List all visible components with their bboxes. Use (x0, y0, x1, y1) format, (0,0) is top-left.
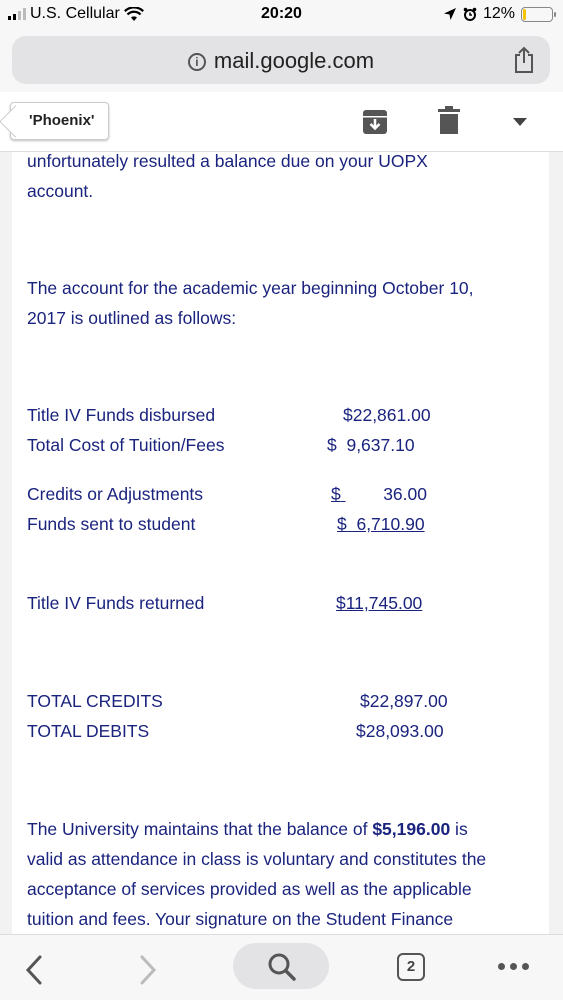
search-button[interactable] (233, 943, 329, 989)
chevron-down-icon[interactable] (513, 118, 527, 126)
archive-icon[interactable] (362, 109, 388, 135)
row-value-title-iv-returned: $11,745.00 (336, 593, 423, 613)
tabs-icon[interactable]: 2 (397, 953, 425, 981)
credits-dollar-sign: $ (331, 484, 341, 504)
url-display[interactable] (12, 48, 550, 74)
row-value-total-credits: $22,897.00 (360, 691, 448, 711)
gmail-toolbar (0, 92, 563, 152)
forward-icon[interactable] (138, 955, 158, 985)
status-right (443, 5, 553, 23)
carrier-name: U.S. Cellular (30, 5, 120, 22)
label-chip[interactable] (10, 102, 109, 140)
battery-icon (521, 7, 553, 22)
paragraph-1-line-1: unfortunately resulted a balance due on your UOPX (27, 152, 428, 171)
more-icon[interactable] (498, 963, 529, 970)
paragraph-1-line-2: account. (27, 181, 94, 201)
balance-amount: $5,196.00 (372, 819, 451, 839)
alarm-icon (463, 7, 477, 21)
row-label-credits-adjustments: Credits or Adjustments (27, 484, 204, 504)
label-chip-text: 'Phoenix' (29, 112, 95, 129)
paragraph-3-prefix: The University maintains that the balance of (27, 819, 373, 839)
row-label-total-credits: TOTAL CREDITS (27, 691, 163, 711)
row-label-title-iv-disbursed: Title IV Funds disbursed (27, 405, 216, 425)
paragraph-2 (27, 273, 474, 333)
search-icon (267, 952, 297, 982)
row-value-credits-adjustments (331, 484, 427, 505)
battery-level (523, 9, 526, 20)
paragraph-2-line-2: 2017 is outlined as follows: (27, 308, 237, 328)
address-bar[interactable] (12, 36, 550, 84)
paragraph-3-line-1 (27, 814, 486, 844)
paragraph-3-suffix: is (450, 819, 468, 839)
info-icon[interactable]: i (188, 53, 206, 71)
url-text: mail.google.com (213, 48, 375, 73)
location-icon (443, 7, 457, 21)
row-value-total-debits: $28,093.00 (356, 721, 444, 741)
paragraph-2-line-1: The account for the academic year beginning October 10, (27, 278, 474, 298)
browser-bottom-toolbar (0, 934, 563, 1000)
row-value-funds-sent: $ 6,710.90 (337, 514, 425, 534)
battery-percent: 12% (482, 5, 515, 22)
row-label-total-debits: TOTAL DEBITS (27, 721, 150, 741)
row-value-title-iv-disbursed: $22,861.00 (343, 405, 431, 425)
row-label-title-iv-returned: Title IV Funds returned (27, 593, 205, 613)
email-scroll-area[interactable] (0, 152, 563, 934)
email-body (12, 152, 549, 934)
row-value-total-cost: $ 9,637.10 (327, 435, 415, 455)
status-bar (0, 0, 563, 30)
paragraph-3-line-2: valid as attendance in class is voluntary and constitutes the (27, 849, 487, 869)
clock: 20:20 (261, 5, 302, 22)
paragraph-1 (27, 152, 428, 206)
trash-icon[interactable] (438, 105, 460, 135)
share-icon[interactable] (512, 46, 536, 74)
paragraph-3-line-3: acceptance of services provided as well as the applicable (27, 879, 472, 899)
paragraph-3-line-4: tuition and fees. Your signature on the Student Finance (27, 909, 454, 929)
back-icon[interactable] (24, 955, 44, 985)
row-label-total-cost: Total Cost of Tuition/Fees (27, 435, 225, 455)
paragraph-3 (27, 814, 486, 934)
credits-amount: 36.00 (383, 484, 427, 504)
browser-address-area (0, 30, 563, 92)
row-label-funds-sent: Funds sent to student (27, 514, 196, 534)
